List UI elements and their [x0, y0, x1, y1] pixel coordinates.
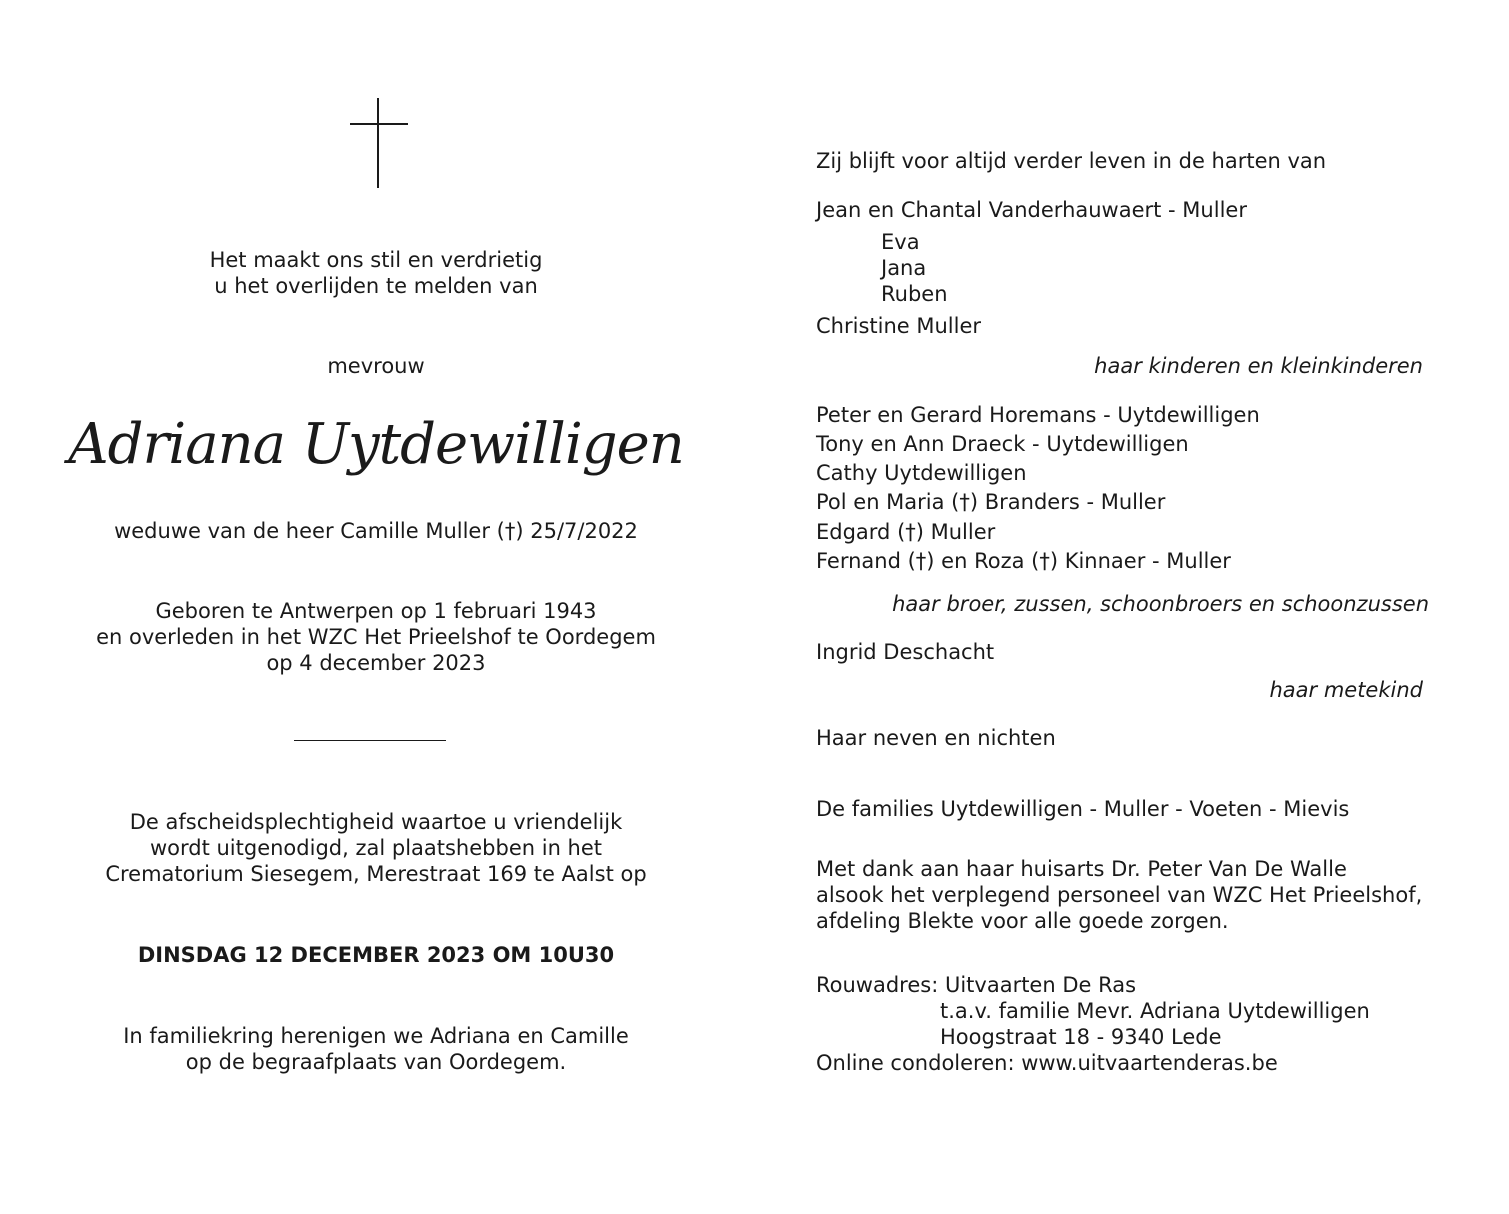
closing-line-1: In familiekring herenigen we Adriana en Camille [123, 1024, 629, 1048]
closing-line-2: op de begraafplaats van Oordegem. [185, 1050, 567, 1074]
intro-line-1: Het maakt ons stil en verdrietig [209, 248, 543, 272]
sibling: Edgard (†) Muller [816, 520, 996, 544]
address-line-1: Rouwadres: Uitvaarten De Ras [816, 973, 1137, 997]
birth-line-1: Geboren te Antwerpen op 1 februari 1943 [155, 599, 597, 623]
ceremony-line-3: Crematorium Siesegem, Merestraat 169 te Aalst op [105, 862, 647, 886]
godchild-label: haar metekind [1269, 678, 1423, 702]
ceremony-line-2: wordt uitgenodigd, zal plaatshebben in het [149, 836, 603, 860]
address-line-2: t.a.v. familie Mevr. Adriana Uytdewilligen [940, 999, 1370, 1023]
ceremony-date: DINSDAG 12 DECEMBER 2023 OM 10U30 [137, 943, 615, 967]
ceremony-line-1: De afscheidsplechtigheid waartoe u vriendelijk [129, 810, 623, 834]
remembrance-heading: Zij blijft voor altijd verder leven in de harten van [816, 149, 1327, 173]
widow-line: weduwe van de heer Camille Muller (†) 25/7/2022 [114, 519, 638, 543]
godchild: Ingrid Deschacht [816, 640, 995, 664]
thanks-line-1: Met dank aan haar huisarts Dr. Peter Van De Walle [816, 857, 1347, 881]
children-label: haar kinderen en kleinkinderen [1094, 354, 1423, 378]
sibling: Pol en Maria (†) Branders - Muller [816, 490, 1166, 514]
deceased-name: Adriana Uytdewilligen [68, 412, 684, 477]
sibling: Tony en Ann Draeck - Uytdewilligen [816, 432, 1189, 456]
divider-line [294, 740, 446, 741]
honorific: mevrouw [327, 354, 425, 378]
siblings-label: haar broer, zussen, schoonbroers en schoonzussen [892, 592, 1429, 616]
sibling: Fernand (†) en Roza (†) Kinnaer - Muller [816, 549, 1231, 573]
thanks-line-3: afdeling Blekte voor alle goede zorgen. [816, 909, 1229, 933]
birth-line-3: op 4 december 2023 [266, 651, 486, 675]
grandchild: Jana [881, 256, 927, 280]
online-condolences: Online condoleren: www.uitvaartenderas.be [816, 1051, 1278, 1075]
child-2: Christine Muller [816, 314, 982, 338]
grandchild: Ruben [881, 282, 948, 306]
sibling: Peter en Gerard Horemans - Uytdewilligen [816, 403, 1260, 427]
address-line-3: Hoogstraat 18 - 9340 Lede [940, 1025, 1222, 1049]
sibling: Cathy Uytdewilligen [816, 461, 1027, 485]
thanks-line-2: alsook het verplegend personeel van WZC Het Prieelshof, [816, 883, 1423, 907]
intro-line-2: u het overlijden te melden van [214, 274, 538, 298]
nephews-nieces: Haar neven en nichten [816, 726, 1056, 750]
child-1: Jean en Chantal Vanderhauwaert - Muller [816, 198, 1247, 222]
grandchild: Eva [881, 230, 920, 254]
birth-line-2: en overleden in het WZC Het Prieelshof te Oordegem [96, 625, 656, 649]
families: De families Uytdewilligen - Muller - Voeten - Mievis [816, 797, 1350, 821]
